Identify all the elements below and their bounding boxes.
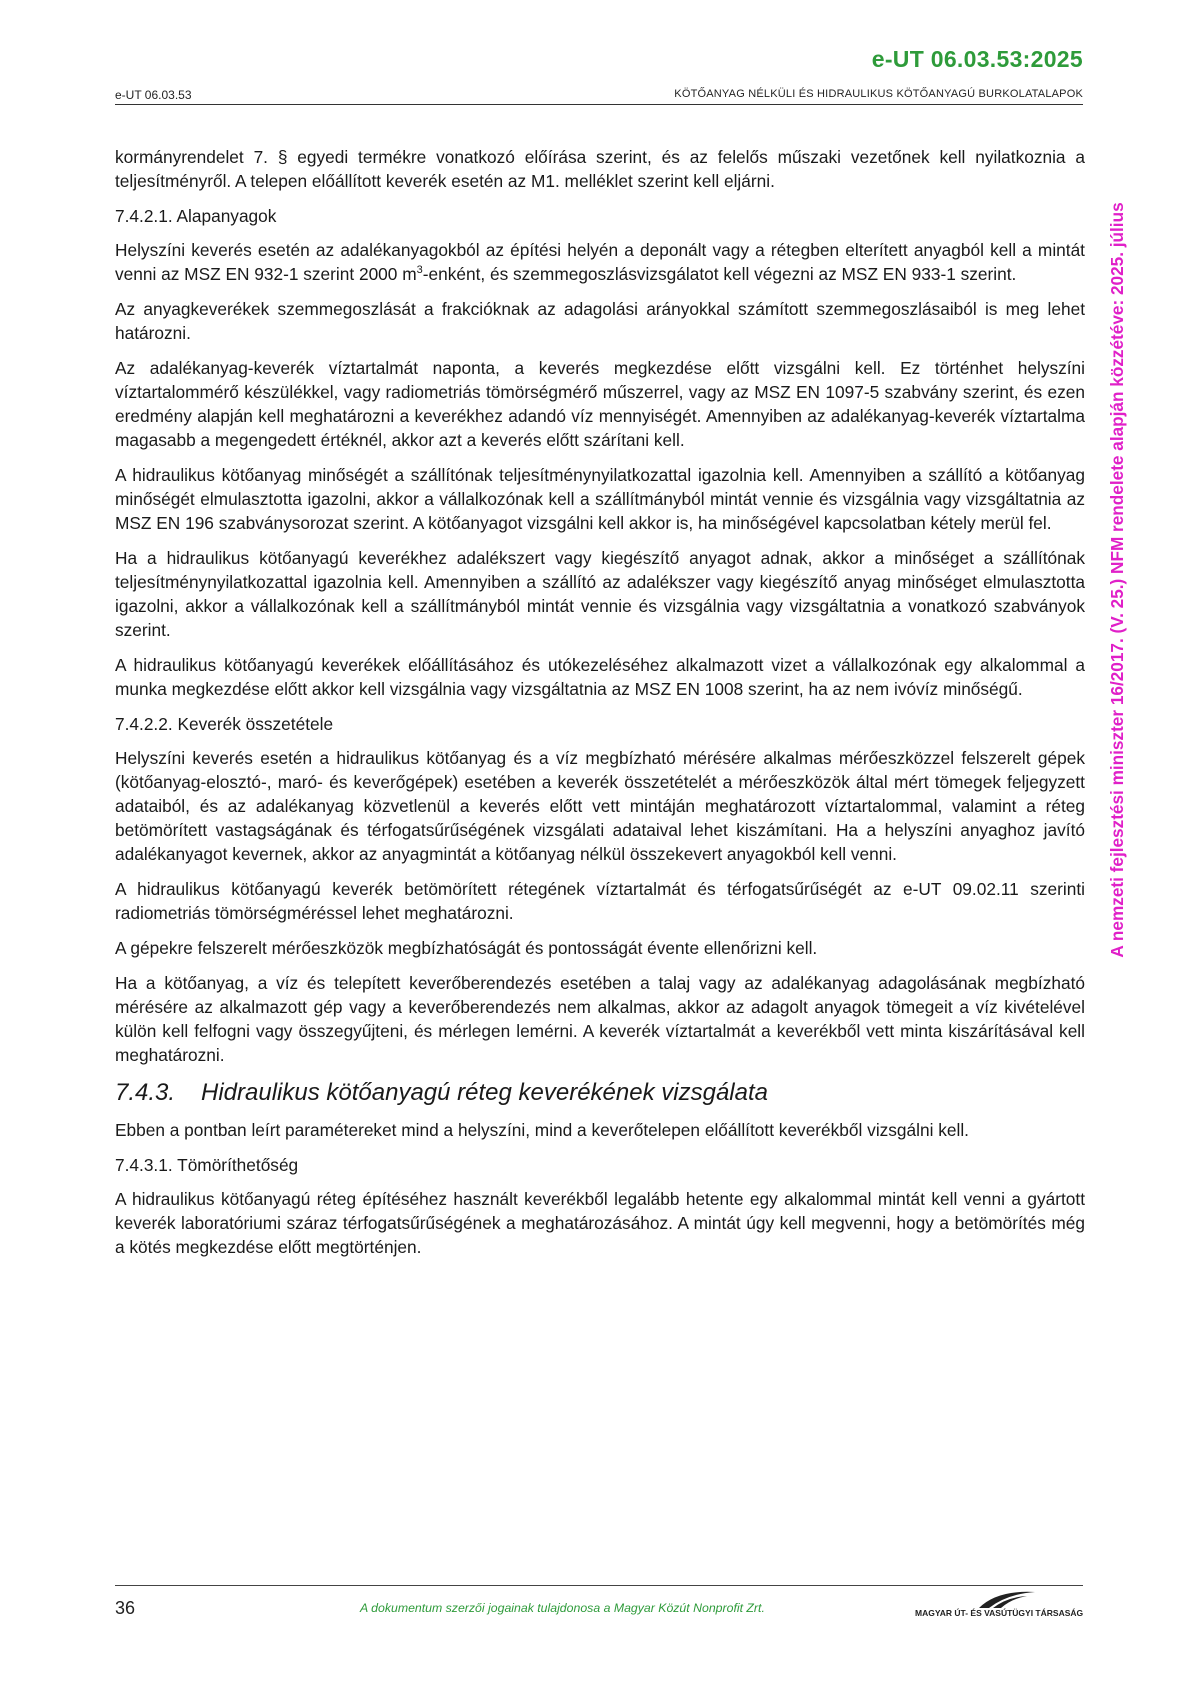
heading-title: Hidraulikus kötőanyagú réteg keverékének vizsgálata: [201, 1079, 768, 1106]
copyright-notice: A dokumentum szerzői jogainak tulajdonosa a Magyar Közút Nonprofit Zrt.: [360, 1601, 765, 1615]
header-section-title: KÖTŐANYAG NÉLKÜLI ÉS HIDRAULIKUS KÖTŐANYAGÚ BURKOLATALAPOK: [674, 88, 1083, 100]
paragraph: Ha a kötőanyag, a víz és telepített keverőberendezés esetében a talaj vagy az adalékanyag adagolásának megbízható mérésére az alkalmazott gép vagy a keverőberendezés nem alkalmas, akkor az adagolt anyagok tömegeit a víz kivételével külön kell felfogni vagy összegyűjteni, és mérlegen lemérni. A keverék víztartalmát a keverékből vett minta kiszárításával kell meghatározni.: [115, 973, 1085, 1065]
header-rule: [115, 104, 1083, 105]
paragraph: A hidraulikus kötőanyagú keverék betömörített rétegének víztartalmát és térfogatsűrűségét az e-UT 09.02.11 szerinti radiometriás tömörségméréssel lehet meghatározni.: [115, 879, 1085, 923]
society-logo: [915, 1588, 1083, 1624]
page-number: 36: [115, 1598, 136, 1618]
paragraph-text: -enként, és szemmegoszlásvizsgálatot kell végezni az MSZ EN 933-1 szerint.: [422, 264, 1017, 284]
header-left-code: e-UT 06.03.53: [115, 88, 192, 102]
paragraph-text: Helyszíni keverés esetén az adalékanyagokból az építési helyén a deponált vagy a rétegben elterített anyagból kell a mintát venni az MSZ EN 932-1 szerint 2000 m: [115, 240, 1085, 284]
paragraph: kormányrendelet 7. § egyedi termékre vonatkozó előírása szerint, és az felelős műszaki vezetőnek kell nyilatkoznia a teljesítményről. A telepen előállított keverék esetén az M1. melléklet szerint kell eljárni.: [115, 147, 1085, 191]
paragraph: Ha a hidraulikus kötőanyagú keverékhez adalékszert vagy kiegészítő anyagot adnak, akkor a minőséget a szállítónak teljesítménynyilatkozattal igazolnia kell. Amennyiben a szállító az adalékszer vagy kiegészítő anyag minőséget elmulasztotta igazolni, akkor a vállalkozónak kell a szállítmányból mintát vennie és vizsgálnia vagy vizsgáltatnia a vonatkozó szabványok szerint.: [115, 548, 1085, 640]
paragraph: A gépekre felszerelt mérőeszközök megbízhatóságát és pontosságát évente ellenőrizni kell.: [115, 938, 818, 958]
heading-7-4-2-1: 7.4.2.1. Alapanyagok: [115, 206, 277, 226]
heading-number: 7.4.3.: [115, 1079, 176, 1106]
road-swoosh-icon: [977, 1588, 1037, 1610]
heading-7-4-3-1: 7.4.3.1. Tömöríthetőség: [115, 1155, 299, 1175]
heading-7-4-3: [115, 1078, 1085, 1108]
paragraph: A hidraulikus kötőanyagú réteg építéséhez használt keverékből legalább hetente egy alkalommal mintát kell venni a gyártott keverék laboratóriumi száraz térfogatsűrűségének a meghatározásához. A mintát úgy kell megvenni, hogy a betömörítés még a kötés megkezdése előtt megtörténjen.: [115, 1189, 1085, 1257]
page-content: [115, 145, 1085, 1270]
heading-7-4-2-2: 7.4.2.2. Keverék összetétele: [115, 714, 334, 734]
logo-text: MAGYAR ÚT- ÉS VASÚTÜGYI TÁRSASÁG: [915, 1608, 1084, 1618]
paragraph: Az anyagkeverékek szemmegoszlását a frakcióknak az adagolási arányokkal számított szemmegoszlásaiból is meg lehet határozni.: [115, 299, 1085, 343]
publication-side-note: A nemzeti fejlesztési miniszter 16/2017. (V. 25.) NFM rendelete alapján közzétéve: 2025. július: [1107, 202, 1127, 958]
paragraph: A hidraulikus kötőanyagú keverékek előállításához és utókezeléséhez alkalmazott vizet a vállalkozónak egy alkalommal a munka megkezdése előtt akkor kell vizsgálnia vagy vizsgáltatnia az MSZ EN 1008 szerint, ha az nem ivóvíz minőségű.: [115, 655, 1085, 699]
paragraph: Az adalékanyag-keverék víztartalmát naponta, a keverés megkezdése előtt vizsgálni kell. Ez történhet helyszíni víztartalommérő készülékkel, vagy radiometriás tömörségmérő műszerrel, vagy az MSZ EN 1097-5 szabvány szerint, és ezen eredmény alapján kell meghatározni a keverékhez adandó víz mennyiségét. Amennyiben az adalékanyag-keverék víztartalma magasabb a megengedett értéknél, akkor azt a keverés előtt szárítani kell.: [115, 358, 1085, 450]
paragraph: Helyszíni keverés esetén a hidraulikus kötőanyag és a víz megbízható mérésére alkalmas mérőeszközzel felszerelt gépek (kötőanyag-elosztó-, maró- és keverőgépek) esetében a keverék összetételét a mérőeszközök által mért tömegek feljegyzett adataiból, és az adalékanyag közvetlenül a keverés előtt vett mintáján meghatározott víztartalommal, valamint a réteg betömörített vastagságának és térfogatsűrűségének vizsgálati adataival lehet kiszámítani. Ha a helyszíni anyaghoz javító adalékanyagot kevernek, akkor az anyagmintát a kötőanyag nélkül összekevert anyagokból kell venni.: [115, 748, 1085, 864]
document-code: e-UT 06.03.53:2025: [871, 46, 1083, 72]
footer-rule: [115, 1585, 1083, 1586]
paragraph: Ebben a pontban leírt paramétereket mind a helyszíni, mind a keverőtelepen előállított keverékből vizsgálni kell.: [115, 1120, 969, 1140]
superscript: 3: [416, 264, 423, 277]
paragraph: [115, 238, 1085, 286]
paragraph: A hidraulikus kötőanyag minőségét a szállítónak teljesítménynyilatkozattal igazolnia kell. Amennyiben a szállító a kötőanyag minőségét elmulasztotta igazolni, akkor a vállalkozónak kell a szállítmányból mintát vennie és vizsgálnia vagy vizsgáltatnia az MSZ EN 196 szabványsorozat szerint. A kötőanyagot vizsgálni kell akkor is, ha minőségével kapcsolatban kétely merül fel.: [115, 465, 1085, 533]
